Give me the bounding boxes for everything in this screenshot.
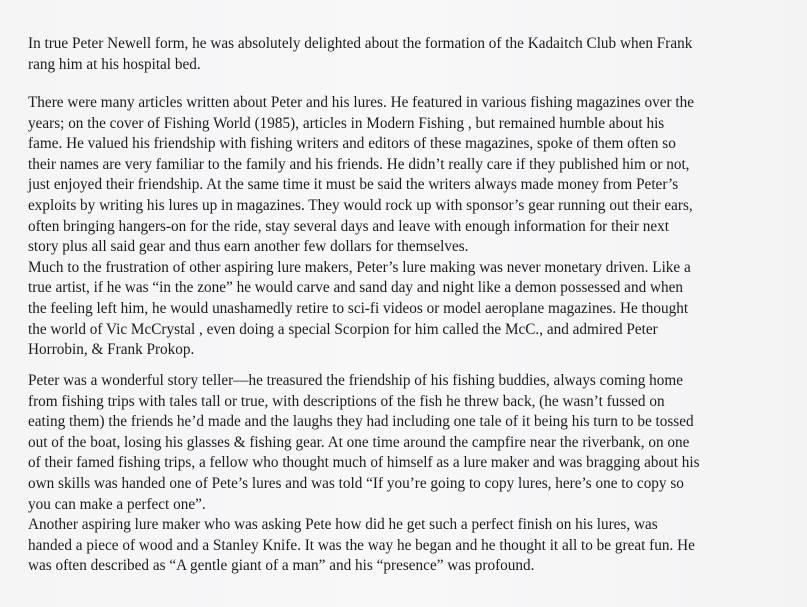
- text-line: just enjoyed their friendship. At the same time it must be said the writers always made money from Peter’s: [28, 176, 679, 194]
- text-line: the world of Vic McCrystal , even doing a special Scorpion for him called the McC., and admired Peter: [28, 320, 658, 338]
- text-line: Another aspiring lure maker who was asking Pete how did he get such a perfect finish on his lures, was: [28, 516, 658, 534]
- text-line: you can make a perfect one”.: [28, 495, 206, 513]
- text-line: from fishing trips with tales tall or true, with descriptions of the fish he threw back, (he wasn’t fussed on: [28, 392, 665, 410]
- text-line: Much to the frustration of other aspiring lure makers, Peter’s lure making was never monetary driven. Like a: [28, 258, 691, 276]
- text-line: out of the boat, losing his glasses & fishing gear. At one time around the campfire near the riverbank, on one: [28, 433, 690, 451]
- text-line: years; on the cover of Fishing World (1985), articles in Modern Fishing , but remained humble about his: [28, 114, 665, 132]
- text-line: was often described as “A gentle giant of a man” and his “presence” was profound.: [28, 557, 535, 575]
- text-line: true artist, if he was “in the zone” he would carve and sand day and night like a demon possessed and when: [28, 279, 684, 297]
- text-line: own skills was handed one of Pete’s lures and was told “If you’re going to copy lures, here’s one to copy so: [28, 474, 684, 492]
- text-line: exploits by writing his lures up in magazines. They would rock up with sponsor’s gear running out their ears,: [28, 196, 693, 214]
- text-line: eating them) the friends he’d made and the laughs they had including one tale of it being his turn to be tossed: [28, 413, 694, 431]
- text-line: Horrobin, & Frank Prokop.: [28, 341, 195, 359]
- text-line: There were many articles written about Peter and his lures. He featured in various fishing magazines over the: [28, 94, 694, 111]
- text-line: the feeling left him, he would unashamedly retire to sci-fi videos or model aeroplane magazines. He thought: [28, 299, 689, 317]
- text-line: rang him at his hospital bed.: [28, 55, 201, 73]
- text-line: of their famed fishing trips, a fellow who thought much of himself as a lure maker and was bragging about his: [28, 454, 700, 472]
- text-line: story plus all said gear and thus earn another few dollars for themselves.: [28, 238, 469, 256]
- paragraph-story-teller: [28, 371, 806, 577]
- text-line: handed a piece of wood and a Stanley Knife. It was the way he began and he thought it all to be great fun. He: [28, 536, 695, 554]
- text-line: their names are very familiar to the family and his friends. He didn’t really care if they published him or not,: [28, 155, 690, 173]
- text-line: often bringing hangers-on for the ride, stay several days and leave with enough information for their next: [28, 217, 670, 235]
- paragraph-articles: [28, 93, 806, 361]
- paragraph-club-formation: [28, 34, 806, 75]
- text-line: In true Peter Newell form, he was absolutely delighted about the formation of the Kadaitch Club when Frank: [28, 35, 693, 52]
- text-line: Peter was a wonderful story teller—he treasured the friendship of his fishing buddies, always coming home: [28, 372, 684, 389]
- text-line: fame. He valued his friendship with fishing writers and editors of these magazines, spoke of them often so: [28, 135, 676, 153]
